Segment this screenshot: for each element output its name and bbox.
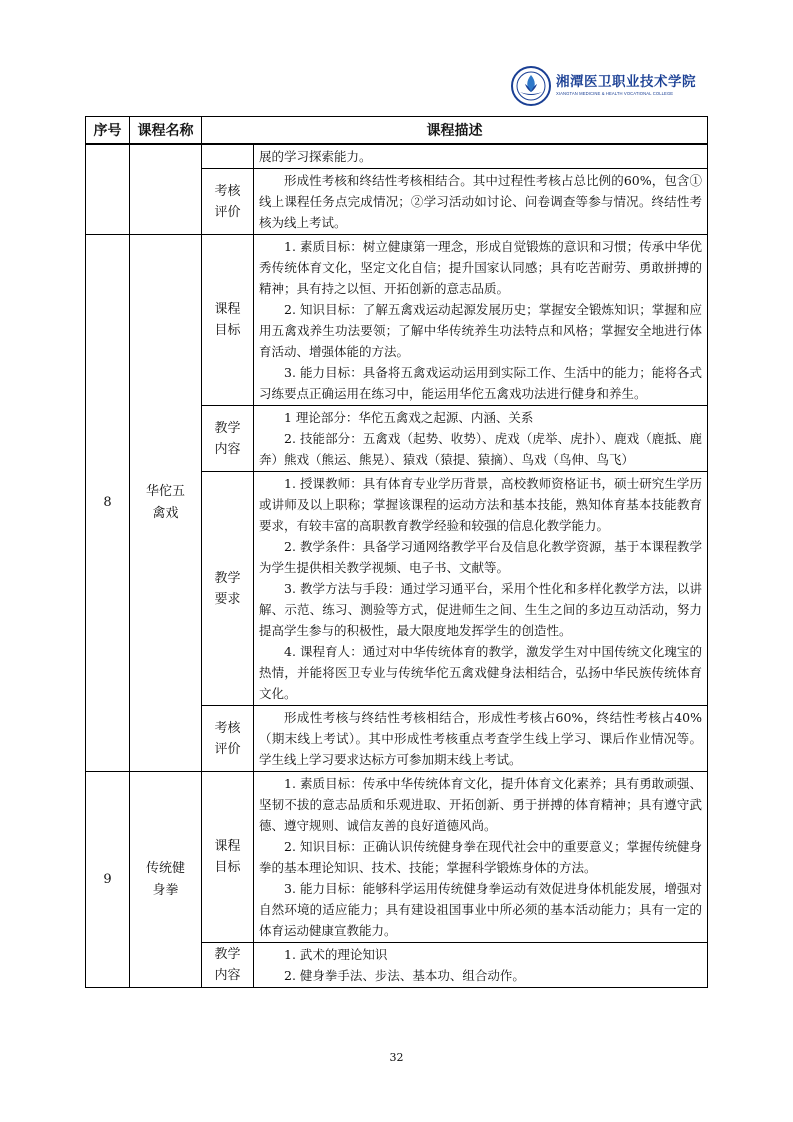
desc-para: 3. 能力目标：具备将五禽戏运动运用到实际工作、生活中的能力；能将各式习练要点正确运用在练习中，能运用华佗五禽戏功法进行健身和养生。 [259, 365, 702, 401]
school-name-en: XIANGTAN MEDICINE & HEALTH VOCATIONAL COLLEGE [556, 91, 674, 96]
desc-para: 1. 素质目标：传承中华传统体育文化，提升体育文化素养；具有勇敢顽强、坚韧不拔的意志品质和乐观进取、开拓创新、勇于拼搏的体育精神；具有遵守武德、遵守规则、诚信友善的良好道德风尚。 [259, 776, 702, 833]
desc-para: 形成性考核和终结性考核相结合。其中过程性考核占总比例的60%，包含①线上课程任务点完成情况；②学习活动如讨论、问卷调查等参与情况。终结性考核为线上考试。 [259, 173, 702, 230]
row-label [202, 144, 254, 169]
row-desc [254, 144, 708, 169]
row-label: 教学内容 [202, 943, 254, 988]
row-desc [254, 235, 708, 406]
row-desc [254, 169, 708, 235]
table-row [86, 235, 708, 406]
desc-para: 4. 课程育人：通过对中华传统体育的教学，激发学生对中国传统文化瑰宝的热情，并能将医卫专业与传统华佗五禽戏健身法相结合，弘扬中华民族传统体育文化。 [259, 644, 702, 701]
desc-para: 1. 素质目标：树立健康第一理念，形成自觉锻炼的意识和习惯；传承中华优秀传统体育文化，坚定文化自信；提升国家认同感；具有吃苦耐劳、勇敢拼搏的精神；具有持之以恒、开拓创新的意志品质。 [259, 239, 702, 296]
table-row [86, 144, 708, 169]
table-row [86, 772, 708, 943]
header-course-name: 课程名称 [130, 117, 202, 145]
course-name: 华佗五禽戏 [130, 235, 202, 772]
desc-para: 1. 武术的理论知识 [284, 947, 388, 962]
desc-para: 1. 授课教师：具有体育专业学历背景，高校教师资格证书，硕士研究生学历或讲师及以上职称；掌握该课程的运动方法和基本技能，熟知体育基本技能教育要求，有较丰富的高职教育教学经验和较强的信息化教学能力。 [259, 476, 702, 533]
table-header-row [86, 117, 708, 145]
school-emblem-icon [511, 66, 551, 106]
course-name: 传统健身拳 [130, 772, 202, 988]
course-name [130, 144, 202, 235]
row-label: 考核评价 [202, 706, 254, 772]
page-number: 32 [389, 1051, 404, 1064]
desc-para: 2. 知识目标：正确认识传统健身拳在现代社会中的重要意义；掌握传统健身拳的基本理论知识、技术、技能；掌握科学锻炼身体的方法。 [259, 839, 702, 875]
row-label: 课程目标 [202, 772, 254, 943]
desc-para: 展的学习探索能力。 [259, 149, 372, 164]
row-desc [254, 943, 708, 988]
row-desc [254, 406, 708, 472]
row-label: 教学内容 [202, 406, 254, 472]
row-desc [254, 772, 708, 943]
desc-para: 2. 技能部分：五禽戏（起势、收势）、虎戏（虎举、虎扑）、鹿戏（鹿抵、鹿奔）熊戏（熊运、熊晃）、猿戏（猿提、猿摘）、鸟戏（鸟伸、鸟飞） [259, 431, 702, 467]
row-label: 教学要求 [202, 472, 254, 706]
desc-para: 1 理论部分：华佗五禽戏之起源、内涵、关系 [284, 410, 534, 425]
header-seq: 序号 [86, 117, 130, 145]
course-table [85, 116, 708, 988]
row-label: 课程目标 [202, 235, 254, 406]
desc-para: 3. 能力目标：能够科学运用传统健身拳运动有效促进身体机能发展，增强对自然环境的适应能力；具有建设祖国事业中所必须的基本活动能力；具有一定的体育运动健康宣教能力。 [259, 881, 702, 938]
school-name-cn: 湘潭医卫职业技术学院 [556, 74, 696, 90]
desc-para: 2. 健身拳手法、步法、基本功、组合动作。 [284, 968, 525, 983]
desc-para: 3. 教学方法与手段：通过学习通平台，采用个性化和多样化教学方法，以讲解、示范、练习、测验等方式，促进师生之间、生生之间的多边互动活动，努力提高学生参与的积极性，最大限度地发挥学生的创造性。 [259, 581, 702, 638]
row-desc [254, 472, 708, 706]
row-desc [254, 706, 708, 772]
desc-para: 2. 知识目标：了解五禽戏运动起源发展历史；掌握安全锻炼知识；掌握和应用五禽戏养生功法要领；了解中华传统养生功法特点和风格；掌握安全地进行体育活动、增强体能的方法。 [259, 302, 702, 359]
course-number [86, 144, 130, 235]
school-logo [511, 66, 696, 106]
desc-para: 2. 教学条件：具备学习通网络教学平台及信息化教学资源，基于本课程教学为学生提供相关教学视频、电子书、文献等。 [259, 539, 702, 575]
course-number: 8 [86, 235, 130, 772]
desc-para: 形成性考核与终结性考核相结合，形成性考核占60%，终结性考核占40%（期末线上考试）。其中形成性考核重点考查学生线上学习、课后作业情况等。学生线上学习要求达标方可参加期末线上考试。 [259, 710, 702, 767]
row-label: 考核评价 [202, 169, 254, 235]
course-number: 9 [86, 772, 130, 988]
header-course-desc: 课程描述 [202, 117, 708, 145]
